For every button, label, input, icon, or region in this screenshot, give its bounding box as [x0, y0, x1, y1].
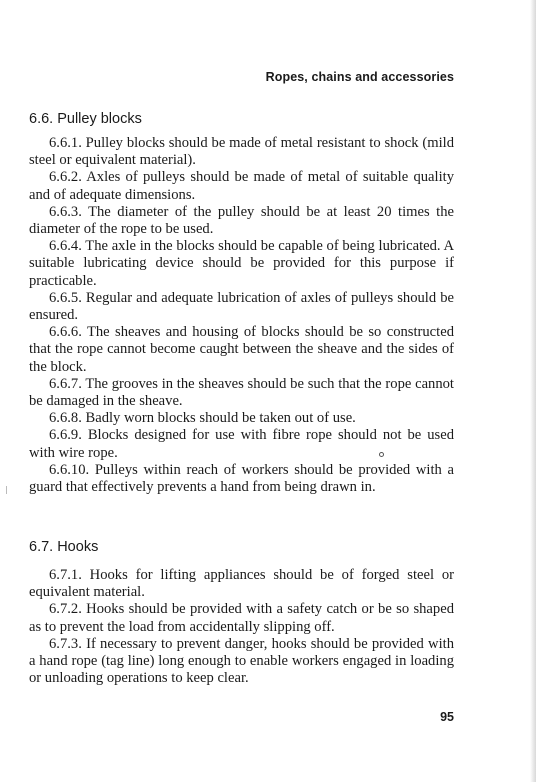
page-edge-shadow — [530, 0, 536, 782]
section-heading-hooks: 6.7. Hooks — [29, 539, 99, 555]
page-number: 95 — [440, 710, 454, 724]
paragraph-6-6-4: 6.6.4. The axle in the blocks should be capable of being lubricated. A suitable lubricating device should be provided for this purpose if practicable. — [29, 238, 454, 289]
paragraph-6-6-6: 6.6.6. The sheaves and housing of blocks should be so constructed that the rope cannot become caught between the sheave and the sides of the block. — [29, 324, 454, 375]
paragraph-6-6-3: 6.6.3. The diameter of the pulley should be at least 20 times the diameter of the rope to be used. — [29, 203, 454, 238]
section-body-hooks — [29, 567, 454, 687]
paragraph-6-6-9: 6.6.9. Blocks designed for use with fibre rope should not be used with wire rope. — [29, 427, 454, 461]
running-header: Ropes, chains and accessories — [265, 70, 454, 84]
paragraph-6-6-8: 6.6.8. Badly worn blocks should be taken out of use. — [49, 410, 356, 427]
paragraph-6-6-2: 6.6.2. Axles of pulleys should be made of metal of suitable quality and of adequate dimensions. — [29, 169, 454, 203]
paragraph-6-7-2: 6.7.2. Hooks should be provided with a safety catch or be so shaped as to prevent the load from accidentally slipping off. — [29, 601, 454, 635]
paragraph-6-6-1: 6.6.1. Pulley blocks should be made of metal resistant to shock (mild steel or equivalent material). — [29, 135, 454, 169]
section-heading-pulley-blocks: 6.6. Pulley blocks — [29, 111, 142, 127]
paragraph-6-7-3: 6.7.3. If necessary to prevent danger, hooks should be provided with a hand rope (tag line) long enough to enable workers engaged in loading or unloading operations to keep clear. — [29, 635, 454, 687]
paragraph-6-6-5: 6.6.5. Regular and adequate lubrication of axles of pulleys should be ensured. — [29, 289, 454, 324]
paragraph-6-6-7: 6.6.7. The grooves in the sheaves should be such that the rope cannot be damaged in the sheave. — [29, 375, 454, 410]
paragraph-6-6-10: 6.6.10. Pulleys within reach of workers should be provided with a guard that effectively prevents a hand from being drawn in. — [29, 461, 454, 496]
section-body-pulley-blocks — [29, 135, 454, 496]
paragraph-6-7-1: 6.7.1. Hooks for lifting appliances should be of forged steel or equivalent material. — [29, 567, 454, 601]
print-speck — [379, 452, 384, 457]
margin-mark — [6, 486, 7, 494]
